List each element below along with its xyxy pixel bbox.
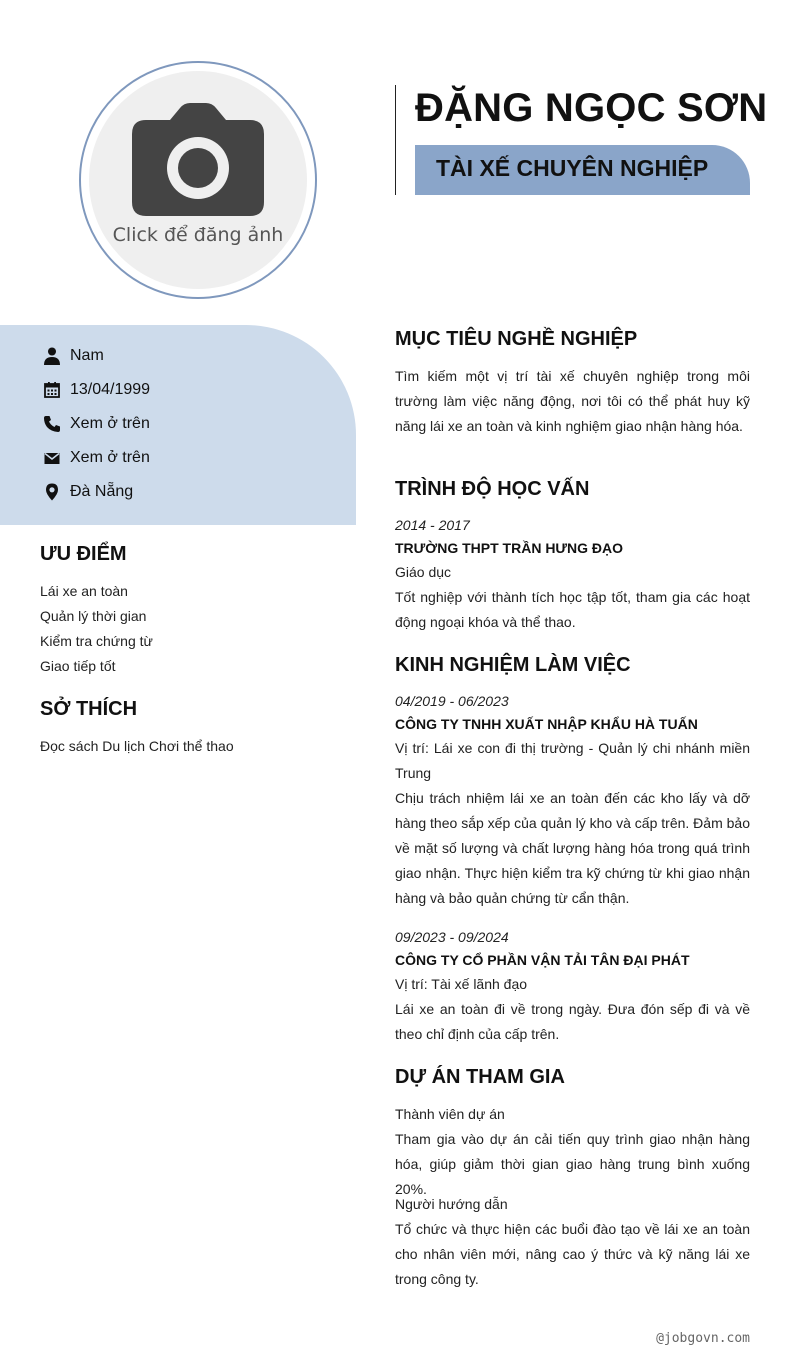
email-icon	[42, 448, 62, 468]
job-period: 04/2019 - 06/2023	[395, 693, 509, 709]
location-pin-icon	[42, 482, 62, 502]
phone-value: Xem ở trên	[70, 415, 150, 432]
education-period: 2014 - 2017	[395, 517, 470, 533]
strength-item: Giao tiếp tốt	[40, 658, 116, 674]
education-title: TRÌNH ĐỘ HỌC VẤN	[395, 478, 590, 500]
job-company: CÔNG TY TNHH XUẤT NHẬP KHẨU HÀ TUẤN	[395, 716, 698, 732]
project-role: Người hướng dẫn	[395, 1196, 508, 1212]
job-company: CÔNG TY CỔ PHẦN VẬN TẢI TÂN ĐẠI PHÁT	[395, 952, 690, 968]
strength-item: Quản lý thời gian	[40, 608, 147, 624]
hobbies-title: SỞ THÍCH	[40, 698, 138, 720]
job-description: Chịu trách nhiệm lái xe an toàn đến các kho lấy và dỡ hàng theo sắp xếp của quản lý kho và cấp trên. Đảm bảo về mặt số lượng và chất lượng hàng hóa trong quá trình giao nhận. Thực hiện kiểm tra kỹ chứng từ khi giao nhận hàng và bảo quản chứng từ cẩn thận.	[395, 790, 750, 906]
job-position: Vị trí: Tài xế lãnh đạo	[395, 976, 528, 992]
camera-icon[interactable]	[132, 102, 264, 218]
photo-caption[interactable]: Click để đăng ảnh	[112, 224, 284, 246]
candidate-name: ĐẶNG NGỌC SƠN	[415, 86, 768, 130]
info-phone	[42, 412, 150, 436]
strength-item: Lái xe an toàn	[40, 583, 128, 599]
email-value: Xem ở trên	[70, 449, 150, 466]
hobbies-text: Đọc sách Du lịch Chơi thể thao	[40, 738, 234, 754]
project-description: Tổ chức và thực hiện các buổi đào tạo về lái xe an toàn cho nhân viên mới, nâng cao ý thức và kỹ năng lái xe trong công ty.	[395, 1221, 750, 1287]
job-title: TÀI XẾ CHUYÊN NGHIỆP	[436, 155, 709, 181]
person-icon	[42, 346, 62, 366]
education-major: Giáo dục	[395, 564, 452, 580]
objective-text: Tìm kiếm một vị trí tài xế chuyên nghiệp trong môi trường làm việc năng động, nơi tôi có thể phát huy kỹ năng lái xe an toàn và kinh nghiệm giao nhận hàng hóa.	[395, 368, 750, 434]
gender-value: Nam	[70, 347, 104, 364]
project-role: Thành viên dự án	[395, 1106, 505, 1122]
info-birthday	[42, 378, 150, 402]
education-school: TRƯỜNG THPT TRẦN HƯNG ĐẠO	[395, 540, 624, 556]
phone-icon	[42, 414, 62, 434]
calendar-icon	[42, 380, 62, 400]
job-position: Vị trí: Lái xe con đi thị trường - Quản lý chi nhánh miền Trung	[395, 740, 750, 781]
info-address	[42, 480, 133, 504]
project-description: Tham gia vào dự án cải tiến quy trình giao nhận hàng hóa, giúp giảm thời gian giao hàng trung bình xuống 20%.	[395, 1131, 750, 1197]
info-email	[42, 446, 150, 470]
birthday-value: 13/04/1999	[70, 381, 151, 398]
job-period: 09/2023 - 09/2024	[395, 929, 509, 945]
projects-title: DỰ ÁN THAM GIA	[395, 1066, 565, 1088]
strength-item: Kiểm tra chứng từ	[40, 633, 153, 649]
experience-title: KINH NGHIỆM LÀM VIỆC	[395, 654, 631, 676]
watermark: @jobgovn.com	[656, 1331, 750, 1346]
address-value: Đà Nẵng	[70, 483, 134, 500]
strengths-title: ƯU ĐIỂM	[40, 543, 127, 565]
header-divider	[395, 85, 396, 195]
info-gender	[42, 344, 104, 368]
education-description: Tốt nghiệp với thành tích học tập tốt, tham gia các hoạt động ngoại khóa và thể thao.	[395, 589, 750, 630]
job-description: Lái xe an toàn đi về trong ngày. Đưa đón sếp đi và về theo chỉ định của cấp trên.	[395, 1001, 750, 1042]
objective-title: MỤC TIÊU NGHỀ NGHIỆP	[395, 328, 638, 350]
